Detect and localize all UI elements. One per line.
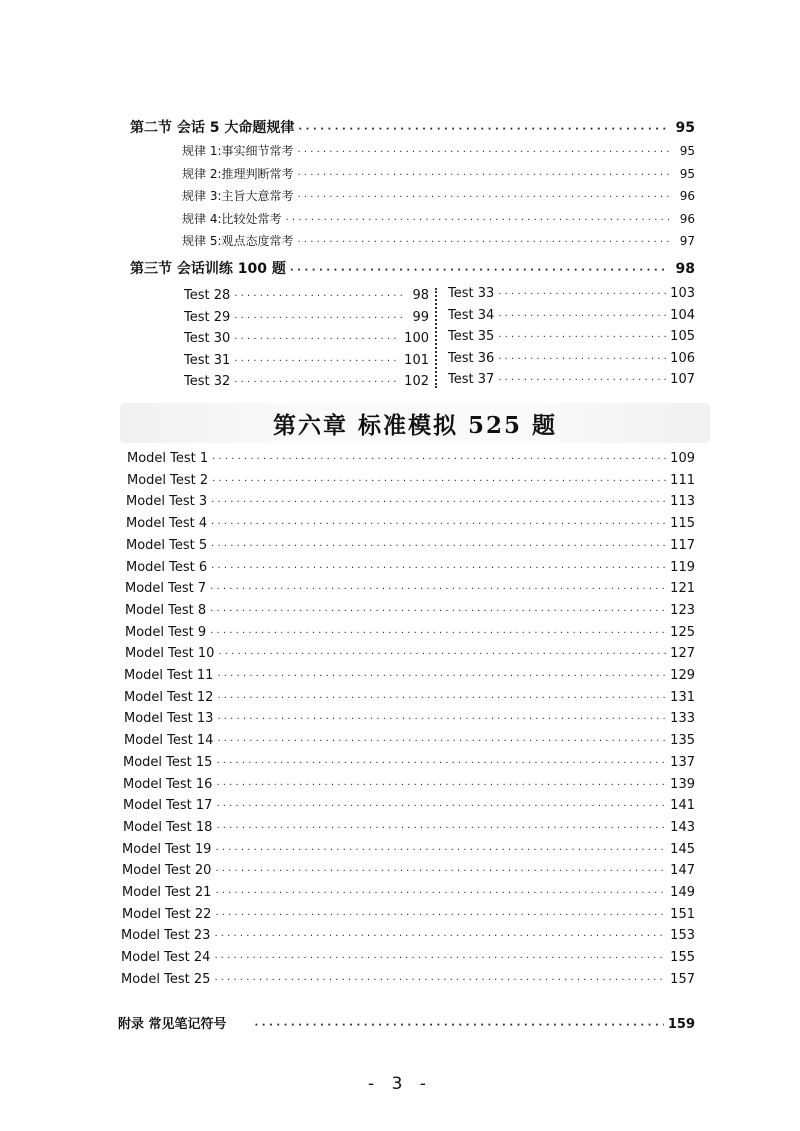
toc-entry-model-test[interactable]	[124, 709, 695, 729]
toc-entry-appendix[interactable]	[118, 1015, 695, 1035]
toc-entry-label: Test 33	[448, 286, 495, 301]
toc-entry-page: 98	[675, 261, 695, 277]
leader-dots	[217, 666, 666, 686]
toc-entry-page: 95	[679, 144, 695, 158]
toc-entry-label: Model Test 1	[127, 451, 209, 466]
toc-entry-page: 104	[670, 307, 695, 323]
toc-entry-test[interactable]	[184, 329, 429, 349]
toc-entry-rule[interactable]	[182, 231, 695, 251]
leader-dots	[214, 948, 666, 968]
leader-dots	[290, 259, 669, 279]
toc-entry-label: Model Test 21	[122, 885, 212, 900]
leader-dots	[210, 579, 666, 599]
toc-entry-page: 103	[670, 286, 695, 301]
toc-entry-model-test[interactable]	[126, 492, 695, 512]
toc-entry-page: 143	[670, 819, 695, 835]
toc-entry-page: 129	[670, 668, 695, 683]
toc-entry-model-test[interactable]	[122, 861, 695, 881]
toc-entry-model-test[interactable]	[126, 514, 695, 534]
toc-entry-label: Test 31	[184, 352, 231, 368]
leader-dots	[498, 370, 666, 390]
toc-entry-label: Test 32	[184, 374, 231, 389]
toc-entry-test[interactable]	[448, 284, 695, 304]
leader-dots	[298, 186, 670, 206]
toc-entry-page: 139	[670, 776, 695, 792]
toc-entry-label: Model Test 8	[125, 602, 207, 618]
toc-entry-page: 155	[670, 950, 695, 966]
leader-dots	[498, 284, 666, 304]
toc-entry-test[interactable]	[448, 306, 695, 326]
toc-entry-label: 规律 4:比较处常考	[182, 211, 282, 226]
toc-entry-model-test[interactable]	[126, 558, 695, 578]
toc-entry-model-test[interactable]	[126, 536, 695, 556]
leader-dots	[216, 753, 666, 773]
leader-dots	[298, 141, 670, 161]
toc-entry-label: 第二节 会话 5 大命题规律	[130, 120, 295, 136]
toc-entry-page: 117	[670, 537, 695, 553]
toc-entry-test[interactable]	[184, 286, 429, 306]
leader-dots	[215, 861, 666, 881]
toc-entry-page: 113	[670, 494, 695, 510]
toc-entry-page: 100	[404, 331, 429, 346]
toc-entry-label: Model Test 23	[121, 928, 211, 944]
leader-dots	[211, 514, 666, 534]
toc-entry-page: 135	[670, 733, 695, 749]
toc-entry-label: Test 29	[184, 309, 231, 325]
toc-entry-model-test[interactable]	[125, 644, 695, 664]
toc-entry-label: Model Test 15	[123, 754, 213, 770]
leader-dots	[234, 329, 400, 349]
toc-entry-label: 规律 2:推理判断常考	[182, 166, 294, 181]
toc-entry-label: Model Test 11	[124, 668, 214, 683]
toc-entry-model-test[interactable]	[121, 970, 695, 990]
leader-dots	[217, 709, 666, 729]
leader-dots	[214, 926, 666, 946]
toc-entry-test[interactable]	[448, 370, 695, 390]
toc-entry-section-2[interactable]	[130, 118, 695, 138]
leader-dots	[214, 970, 666, 990]
leader-dots	[215, 883, 666, 903]
toc-entry-label: Model Test 4	[126, 516, 208, 532]
toc-entry-page: 149	[670, 885, 695, 900]
toc-entry-model-test[interactable]	[125, 623, 695, 643]
toc-entry-label: Model Test 19	[122, 841, 212, 857]
toc-entry-page: 131	[670, 689, 695, 705]
leader-dots	[234, 286, 403, 306]
toc-entry-label: Model Test 25	[121, 971, 211, 987]
toc-entry-page: 99	[412, 309, 429, 325]
leader-dots	[211, 536, 666, 556]
toc-entry-page: 102	[404, 374, 429, 389]
toc-entry-model-test[interactable]	[122, 905, 695, 925]
leader-dots	[216, 775, 666, 795]
toc-entry-model-test[interactable]	[123, 753, 695, 773]
toc-entry-page: 97	[679, 234, 695, 248]
toc-entry-page: 96	[679, 189, 695, 203]
toc-entry-label: Model Test 5	[126, 537, 208, 553]
leader-dots	[234, 372, 400, 392]
toc-entry-page: 119	[670, 559, 695, 575]
toc-entry-label: Model Test 6	[126, 559, 208, 575]
toc-entry-page: 151	[670, 906, 695, 922]
leader-dots	[298, 164, 670, 184]
chapter-title: 第六章 标准模拟 525 题	[272, 411, 558, 439]
toc-entry-model-test[interactable]	[123, 775, 695, 795]
toc-entry-page: 115	[670, 516, 695, 532]
toc-entry-label: 规律 1:事实细节常考	[182, 144, 294, 158]
toc-entry-page: 159	[667, 1017, 695, 1032]
toc-entry-label: Model Test 12	[124, 689, 214, 705]
toc-entry-model-test[interactable]	[121, 948, 695, 968]
toc-entry-model-test[interactable]	[124, 666, 695, 686]
toc-entry-label: Test 37	[448, 372, 495, 387]
toc-entry-label: Model Test 24	[121, 950, 211, 966]
toc-entry-test[interactable]	[184, 351, 429, 371]
toc-entry-label: Model Test 17	[123, 798, 213, 814]
leader-dots	[216, 796, 666, 816]
toc-entry-model-test[interactable]	[125, 579, 695, 599]
toc-entry-label: Test 30	[184, 331, 231, 346]
leader-dots	[212, 449, 666, 469]
toc-entry-label: Model Test 10	[125, 646, 215, 662]
leader-dots	[286, 209, 670, 229]
toc-entry-test[interactable]	[448, 327, 695, 347]
toc-entry-page: 96	[679, 211, 695, 226]
toc-entry-label: Model Test 14	[124, 733, 214, 749]
leader-dots	[217, 731, 666, 751]
leader-dots	[498, 327, 666, 347]
toc-entry-label: Model Test 18	[123, 819, 213, 835]
toc-entry-label: 第三节 会话训练 100 题	[130, 261, 286, 277]
toc-entry-page: 109	[670, 451, 695, 466]
toc-entry-label: Model Test 7	[125, 581, 207, 597]
toc-entry-label: Model Test 9	[125, 624, 207, 640]
toc-entry-page: 125	[670, 624, 695, 640]
leader-dots	[218, 644, 666, 664]
toc-entry-page: 105	[670, 329, 695, 344]
leader-dots	[498, 349, 666, 369]
toc-entry-label: 附录 常见笔记符号	[118, 1017, 227, 1032]
leader-dots	[210, 601, 666, 621]
leader-dots	[217, 688, 666, 708]
toc-entry-model-test[interactable]	[123, 796, 695, 816]
toc-entry-label: Model Test 22	[122, 906, 212, 922]
toc-entry-page: 106	[670, 350, 695, 366]
leader-dots	[211, 558, 666, 578]
toc-entry-label: 规律 3:主旨大意常考	[182, 189, 294, 203]
toc-entry-page: 95	[679, 166, 695, 181]
toc-entry-page: 101	[404, 352, 429, 368]
toc-entry-test[interactable]	[448, 349, 695, 369]
toc-entry-page: 123	[670, 602, 695, 618]
toc-entry-rule[interactable]	[182, 164, 695, 184]
toc-entry-label: Model Test 20	[122, 863, 212, 879]
toc-entry-label: Test 36	[448, 350, 495, 366]
toc-entry-page: 137	[670, 754, 695, 770]
toc-entry-section-3[interactable]	[130, 259, 695, 279]
page-number: - 3 -	[368, 1074, 432, 1094]
toc-entry-page: 111	[670, 472, 695, 488]
toc-entry-model-test[interactable]	[122, 840, 695, 860]
leader-dots	[234, 351, 400, 371]
leader-dots	[255, 1015, 664, 1035]
toc-entry-page: 153	[670, 928, 695, 944]
toc-entry-page: 157	[670, 971, 695, 987]
leader-dots	[298, 118, 669, 138]
toc-entry-page: 98	[412, 288, 429, 303]
toc-entry-rule[interactable]	[182, 186, 695, 206]
toc-entry-page: 127	[670, 646, 695, 662]
toc-entry-label: Test 35	[448, 329, 495, 344]
toc-entry-label: Model Test 16	[123, 776, 213, 792]
toc-entry-model-test[interactable]	[122, 883, 695, 903]
toc-entry-model-test[interactable]	[121, 926, 695, 946]
toc-entry-model-test[interactable]	[125, 601, 695, 621]
leader-dots	[210, 623, 666, 643]
leader-dots	[211, 492, 666, 512]
toc-entry-label: Model Test 2	[127, 472, 209, 488]
column-separator	[435, 288, 437, 388]
leader-dots	[215, 905, 666, 925]
toc-entry-page: 95	[675, 120, 695, 136]
toc-entry-test[interactable]	[184, 308, 429, 328]
toc-entry-label: 规律 5:观点态度常考	[182, 234, 294, 248]
leader-dots	[498, 306, 666, 326]
toc-entry-label: Test 28	[184, 288, 231, 303]
toc-entry-page: 145	[670, 841, 695, 857]
toc-entry-rule[interactable]	[182, 209, 695, 229]
toc-entry-label: Test 34	[448, 307, 495, 323]
toc-entry-page: 121	[670, 581, 695, 597]
toc-entry-model-test[interactable]	[127, 471, 695, 491]
toc-entry-model-test[interactable]	[123, 818, 695, 838]
toc-entry-model-test[interactable]	[124, 688, 695, 708]
toc-entry-page: 147	[670, 863, 695, 879]
toc-entry-page: 107	[670, 372, 695, 387]
toc-entry-label: Model Test 3	[126, 494, 208, 510]
leader-dots	[298, 231, 670, 251]
toc-entry-test[interactable]	[184, 372, 429, 392]
toc-entry-page: 141	[670, 798, 695, 814]
toc-entry-model-test[interactable]	[124, 731, 695, 751]
leader-dots	[216, 818, 666, 838]
toc-entry-page: 133	[670, 711, 695, 727]
leader-dots	[234, 308, 403, 328]
toc-entry-rule[interactable]	[182, 141, 695, 161]
chapter-6-banner	[120, 403, 710, 443]
leader-dots	[215, 840, 666, 860]
leader-dots	[212, 471, 666, 491]
toc-entry-label: Model Test 13	[124, 711, 214, 727]
toc-entry-model-test[interactable]	[127, 449, 695, 469]
